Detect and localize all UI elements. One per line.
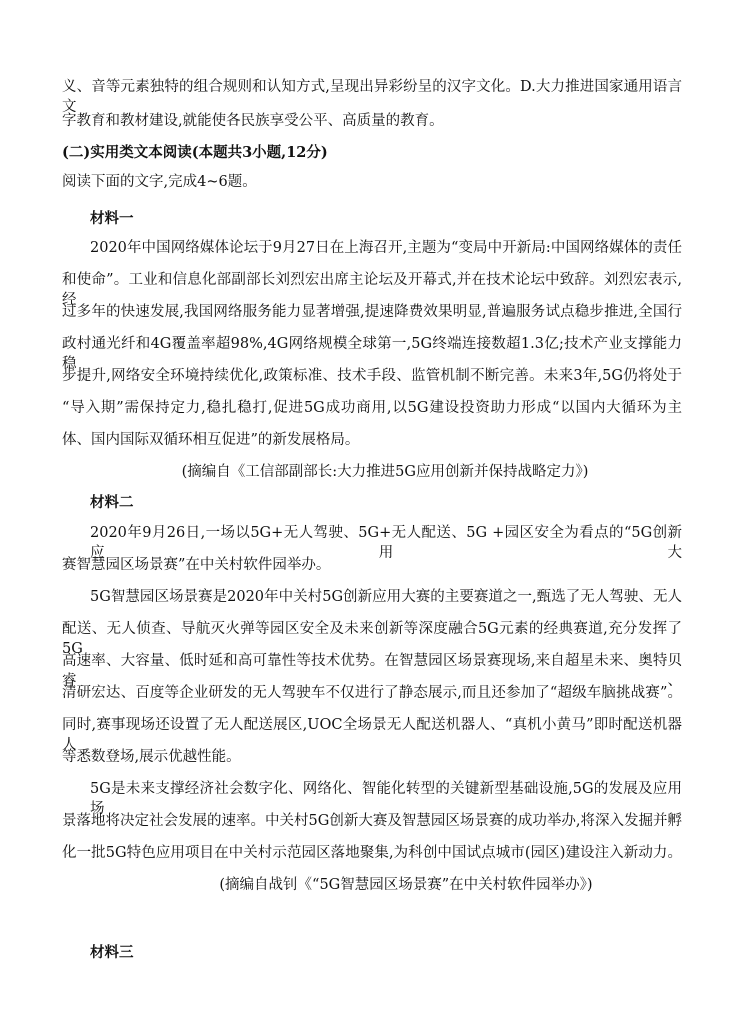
material-1-title: 材料一: [90, 210, 134, 227]
material-2-line: 等悉数登场,展示优越性能。: [62, 749, 241, 765]
section-instruction: 阅读下面的文字,完成4~6题。: [62, 174, 257, 190]
material-3-title: 材料三: [90, 944, 134, 961]
material-1-line: 和使命”。工业和信息化部副部长刘烈宏出席主论坛及开幕式,并在技术论坛中致辞。刘烈宏表示,经: [62, 272, 682, 308]
material-2-line: 赛智慧园区场景赛”在中关村软件园举办。: [62, 557, 331, 573]
intro-line-2: 字教育和教材建设,就能使各民族享受公平、高质量的教育。: [62, 113, 444, 129]
material-2-line: 高速率、大容量、低时延和高可靠性等技术优势。在智慧园区场景赛现场,来自超星未来、奥特贝睿、: [62, 653, 682, 689]
material-1-line: 体、国内国际双循环相互促进”的新发展格局。: [62, 432, 360, 448]
material-1-line: “导入期”需保持定力,稳扎稳打,促进5G成功商用,以5G建设投资助力形成“以国内大循环为主: [62, 400, 682, 416]
material-2-line: 同时,赛事现场还设置了无人配送展区,UOC全场景无人配送机器人、“真机小黄马”即时配送机器人: [62, 717, 682, 753]
material-2-line: 2020年9月26日,一场以5G+无人驾驶、5G+无人配送、5G +园区安全为看点的“5G创新应用大: [90, 525, 682, 561]
material-1-line: 政村通光纤和4G覆盖率超98%,4G网络规模全球第一,5G终端连接数超1.3亿;技术产业支撑能力稳: [62, 336, 682, 372]
material-2-line: 5G智慧园区场景赛是2020年中关村5G创新应用大赛的主要赛道之一,甄选了无人驾驶、无人: [90, 589, 682, 605]
material-1-line: 2020年中国网络媒体论坛于9月27日在上海召开,主题为“变局中开新局:中国网络媒体的责任: [90, 240, 682, 256]
material-2-line: 清研宏达、百度等企业研发的无人驾驶车不仅进行了静态展示,而且还参加了“超级车脑挑战赛”。: [62, 685, 682, 701]
material-1-line: 步提升,网络安全环境持续优化,政策标准、技术手段、监管机制不断完善。未来3年,5G仍将处于: [62, 368, 682, 384]
material-1-line: 过多年的快速发展,我国网络服务能力显著增强,提速降费效果明显,普遍服务试点稳步推进,全国行: [62, 304, 682, 320]
material-2-title: 材料二: [90, 494, 134, 511]
material-1-source: (摘编自《工信部副部长:大力推进5G应用创新并保持战略定力》): [181, 464, 589, 480]
material-2-line: 化一批5G特色应用项目在中关村示范园区落地聚集,为科创中国试点城市(园区)建设注入新动力。: [62, 845, 682, 861]
material-2-line: 配送、无人侦查、导航灭火弹等园区安全及未来创新等深度融合5G元素的经典赛道,充分发挥了5G: [62, 621, 682, 657]
section-heading: (二)实用类文本阅读(本题共3小题,12分): [62, 144, 328, 161]
material-2-source: (摘编自战钊《“5G智慧园区场景赛”在中关村软件园举办》): [219, 877, 593, 893]
intro-line-1: 义、音等元素独特的组合规则和认知方式,呈现出异彩纷呈的汉字文化。D.大力推进国家通用语言文: [62, 79, 682, 115]
material-2-line: 景落地将决定社会发展的速率。中关村5G创新大赛及智慧园区场景赛的成功举办,将深入发掘并孵: [62, 813, 682, 829]
material-2-line: 5G是未来支撑经济社会数字化、网络化、智能化转型的关键新型基础设施,5G的发展及应用场: [90, 781, 682, 817]
